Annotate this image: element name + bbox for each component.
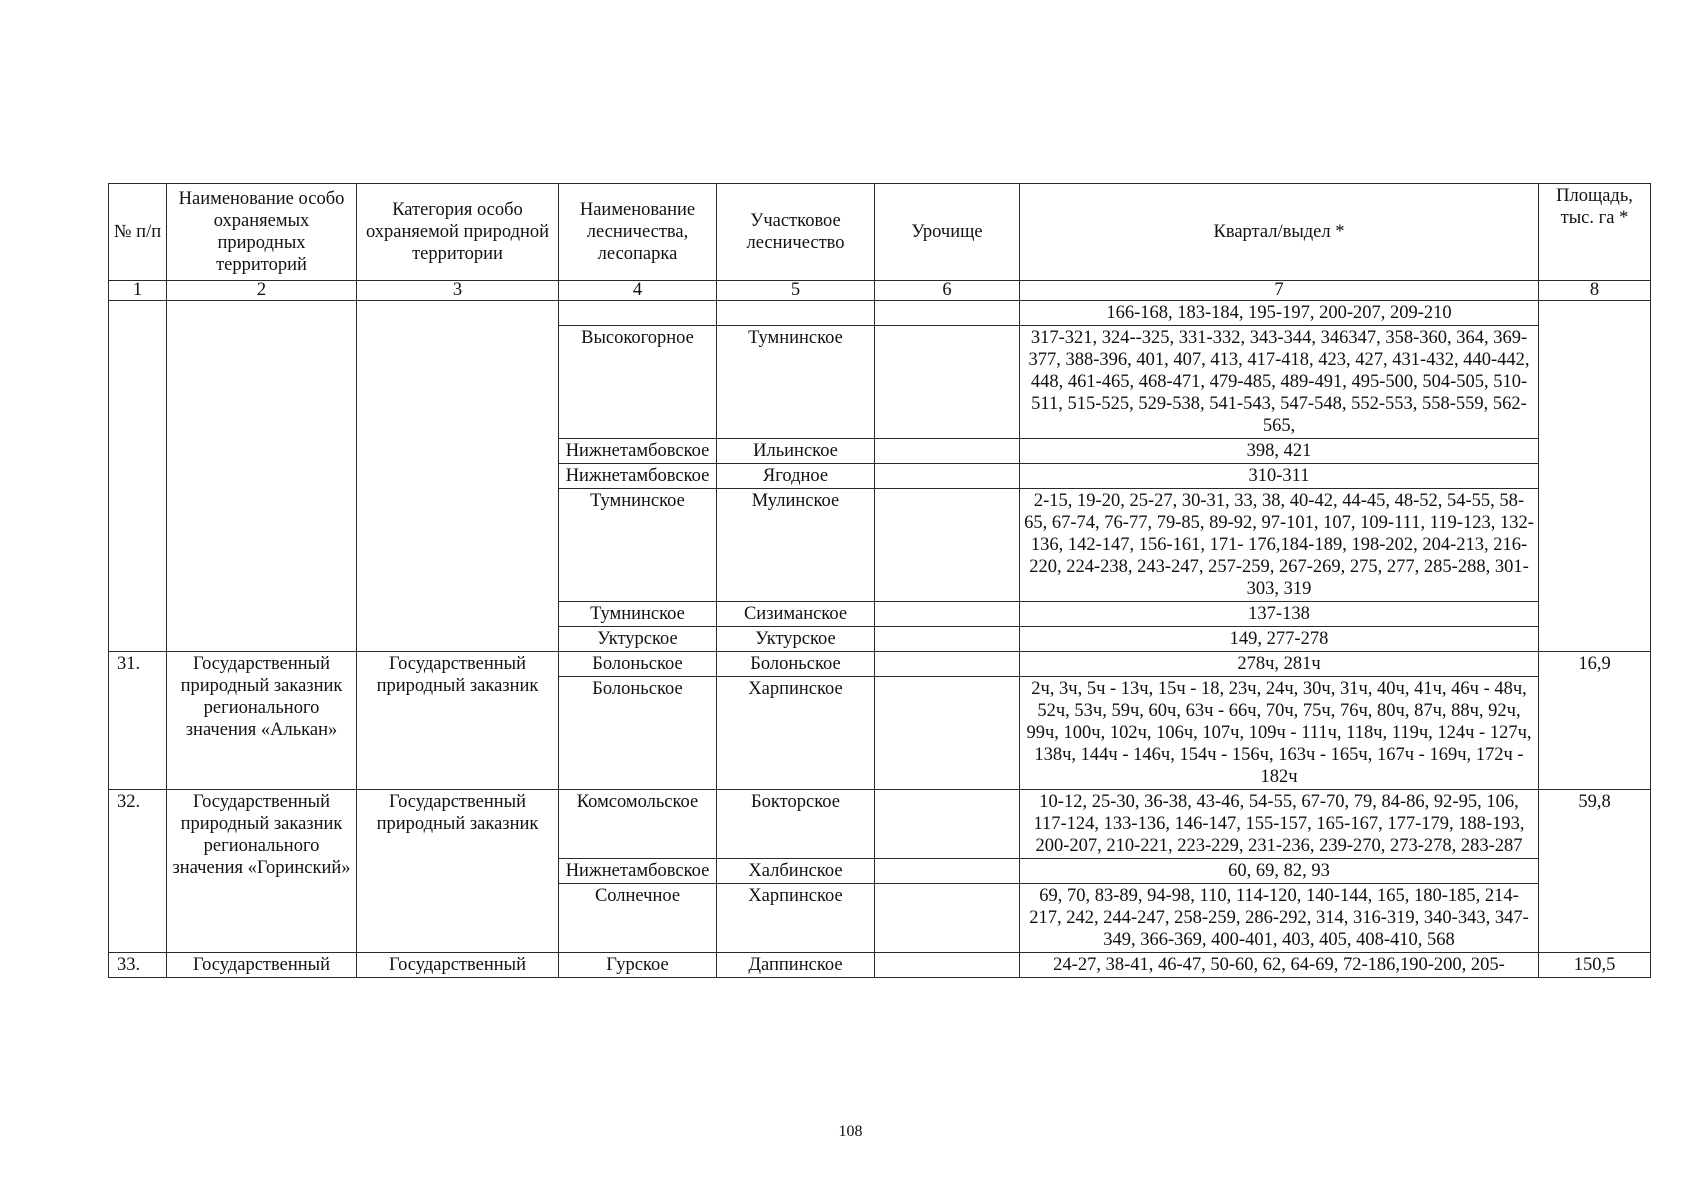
district-cell: Болоньское: [717, 652, 875, 677]
quarters-cell: 310-311: [1020, 464, 1539, 489]
quarters-cell: 24-27, 38-41, 46-47, 50-60, 62, 64-69, 72-186,190-200, 205-: [1020, 953, 1539, 978]
header-territory-name: Наименование особо охраняемых природных территорий: [167, 184, 357, 281]
quarters-cell: 398, 421: [1020, 439, 1539, 464]
quarters-cell: 149, 277-278: [1020, 627, 1539, 652]
tract-cell: [875, 326, 1020, 439]
district-cell: [717, 301, 875, 326]
quarters-cell: 166-168, 183-184, 195-197, 200-207, 209-210: [1020, 301, 1539, 326]
table-row: [109, 953, 1651, 978]
quarters-cell: 137-138: [1020, 602, 1539, 627]
number-cell: 31.: [109, 652, 167, 790]
district-cell: Даппинское: [717, 953, 875, 978]
number-cell: 32.: [109, 790, 167, 953]
column-number: 5: [717, 281, 875, 301]
forestry-cell: Высокогорное: [559, 326, 717, 439]
district-cell: Ильинское: [717, 439, 875, 464]
forestry-cell: Болоньское: [559, 677, 717, 790]
category-cell: Государственный природный заказник: [357, 790, 559, 953]
tract-cell: [875, 884, 1020, 953]
header-area: Площадь, тыс. га *: [1539, 184, 1651, 281]
forestry-cell: Солнечное: [559, 884, 717, 953]
forestry-cell: Нижнетамбовское: [559, 859, 717, 884]
forestry-cell: Комсомольское: [559, 790, 717, 859]
name-cell: Государственный: [167, 953, 357, 978]
district-cell: Халбинское: [717, 859, 875, 884]
table-row: [109, 790, 1651, 859]
number-cell: 33.: [109, 953, 167, 978]
district-cell: Харпинское: [717, 677, 875, 790]
quarters-cell: 317-321, 324--325, 331-332, 343-344, 346347, 358-360, 364, 369-377, 388-396, 401, 407, 413, 417-418, 423, 427, 431-432, 440-442, 448, 461-465, 468-471, 479-485, 489-491, 495-500, 504-505, 510-511, 515-525, 529-538, 541-543, 547-548, 552-553, 558-559, 562-565,: [1020, 326, 1539, 439]
header-category: Категория особо охраняемой природной территории: [357, 184, 559, 281]
tract-cell: [875, 439, 1020, 464]
header-row: [109, 184, 1651, 281]
tract-cell: [875, 652, 1020, 677]
forestry-cell: Уктурское: [559, 627, 717, 652]
district-cell: Харпинское: [717, 884, 875, 953]
forestry-cell: Тумнинское: [559, 602, 717, 627]
category-cell: Государственный: [357, 953, 559, 978]
forestry-cell: Нижнетамбовское: [559, 439, 717, 464]
header-quarter: Квартал/выдел *: [1020, 184, 1539, 281]
column-number-row: [109, 281, 1651, 301]
forestry-cell: Гурское: [559, 953, 717, 978]
header-number: № п/п: [109, 184, 167, 281]
tract-cell: [875, 489, 1020, 602]
district-cell: Сизиманское: [717, 602, 875, 627]
quarters-cell: 10-12, 25-30, 36-38, 43-46, 54-55, 67-70, 79, 84-86, 92-95, 106, 117-124, 133-136, 146-147, 155-157, 165-167, 177-179, 188-193, 200-207, 210-221, 223-229, 231-236, 239-270, 273-278, 283-287: [1020, 790, 1539, 859]
district-cell: Уктурское: [717, 627, 875, 652]
tract-cell: [875, 464, 1020, 489]
column-number: 1: [109, 281, 167, 301]
area-cell: 16,9: [1539, 652, 1651, 790]
area-cell: 59,8: [1539, 790, 1651, 953]
forestry-cell: Нижнетамбовское: [559, 464, 717, 489]
quarters-cell: 2ч, 3ч, 5ч - 13ч, 15ч - 18, 23ч, 24ч, 30ч, 31ч, 40ч, 41ч, 46ч - 48ч, 52ч, 53ч, 59ч, 60ч, 63ч - 66ч, 70ч, 75ч, 76ч, 80ч, 87ч, 88ч, 92ч, 99ч, 100ч, 102ч, 106ч, 107ч, 109ч - 111ч, 118ч, 119ч, 124ч - 127ч, 138ч, 144ч - 146ч, 154ч - 156ч, 163ч - 165ч, 167ч - 169ч, 172ч - 182ч: [1020, 677, 1539, 790]
quarters-cell: 2-15, 19-20, 25-27, 30-31, 33, 38, 40-42, 44-45, 48-52, 54-55, 58-65, 67-74, 76-77, 79-85, 89-92, 97-101, 107, 109-111, 119-123, 132-136, 142-147, 156-161, 171- 176,184-189, 198-202, 204-213, 216-220, 224-238, 243-247, 257-259, 267-269, 275, 277, 285-288, 301-303, 319: [1020, 489, 1539, 602]
header-district-forestry: Участковое лесничество: [717, 184, 875, 281]
page-number: 108: [838, 1123, 863, 1140]
header-tract: Урочище: [875, 184, 1020, 281]
number-cell: [109, 301, 167, 652]
district-cell: Бокторское: [717, 790, 875, 859]
column-number: 4: [559, 281, 717, 301]
district-cell: Ягодное: [717, 464, 875, 489]
district-cell: Мулинское: [717, 489, 875, 602]
column-number: 6: [875, 281, 1020, 301]
column-number: 3: [357, 281, 559, 301]
name-cell: [167, 301, 357, 652]
area-cell: 150,5: [1539, 953, 1651, 978]
table-row: [109, 652, 1651, 677]
name-cell: Государственный природный заказник регионального значения «Горинский»: [167, 790, 357, 953]
tract-cell: [875, 953, 1020, 978]
column-number: 7: [1020, 281, 1539, 301]
quarters-cell: 60, 69, 82, 93: [1020, 859, 1539, 884]
tract-cell: [875, 790, 1020, 859]
tract-cell: [875, 859, 1020, 884]
area-cell: [1539, 301, 1651, 652]
quarters-cell: 278ч, 281ч: [1020, 652, 1539, 677]
forestry-cell: Болоньское: [559, 652, 717, 677]
district-cell: Тумнинское: [717, 326, 875, 439]
header-forestry: Наименование лесничества, лесопарка: [559, 184, 717, 281]
tract-cell: [875, 677, 1020, 790]
tract-cell: [875, 602, 1020, 627]
column-number: 8: [1539, 281, 1651, 301]
protected-areas-table: [108, 183, 1651, 978]
forestry-cell: [559, 301, 717, 326]
name-cell: Государственный природный заказник регионального значения «Алькан»: [167, 652, 357, 790]
tract-cell: [875, 301, 1020, 326]
table-row: [109, 301, 1651, 326]
tract-cell: [875, 627, 1020, 652]
quarters-cell: 69, 70, 83-89, 94-98, 110, 114-120, 140-144, 165, 180-185, 214-217, 242, 244-247, 258-259, 286-292, 314, 316-319, 340-343, 347-349, 366-369, 400-401, 403, 405, 408-410, 568: [1020, 884, 1539, 953]
category-cell: [357, 301, 559, 652]
forestry-cell: Тумнинское: [559, 489, 717, 602]
category-cell: Государственный природный заказник: [357, 652, 559, 790]
column-number: 2: [167, 281, 357, 301]
